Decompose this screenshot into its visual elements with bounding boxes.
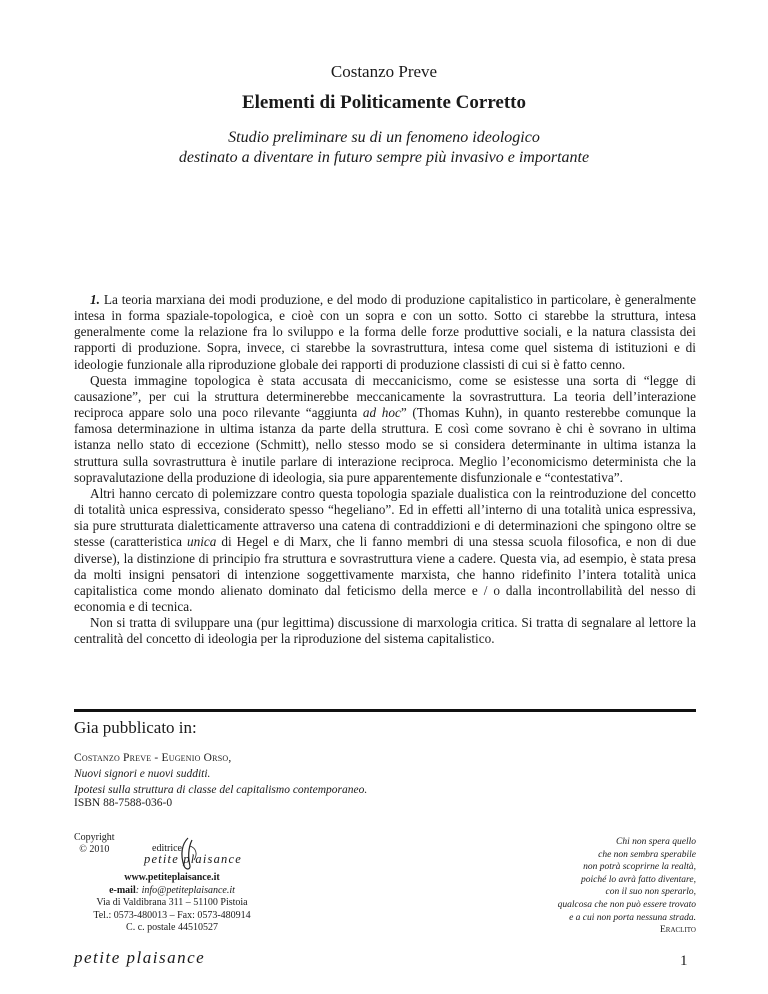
document-subtitle: [0, 128, 768, 168]
paragraph-1: [74, 292, 696, 373]
section-divider: [74, 709, 696, 712]
email-label: e-mail: [109, 884, 136, 896]
paragraph-3-text-b: di Hegel e di Marx, che li fanno membri di una stessa scuola filosofica, e non di due diverse), la distinzione di principio fra struttura e sovrastruttura viene a cadere. Questa via, ad esempio, è stata presa da molti insigni pensatori di intenzione soggettivamente marxista, che hanno ridefinito l’intera totalità unica capitalistica come mondo alienato dominato dal feticismo della merce e / o dalla incontrollabilità del nesso di economia e di tecnica.: [74, 534, 696, 614]
biblio-authors: Costanzo Preve - Eugenio Orso,: [74, 752, 232, 764]
subtitle-line-2: destinato a diventare in futuro sempre più invasivo e importante: [178, 149, 590, 166]
publisher-editrice-label: editrice: [152, 843, 182, 854]
quote-line: con il suo non sperarlo,: [605, 887, 696, 898]
quote-line: e a cui non porta nessuna strada.: [569, 912, 696, 923]
publisher-phone: Tel.: 0573-480013 – Fax: 0573-480914: [93, 909, 251, 921]
quote-author: Eraclito: [659, 925, 696, 936]
quote-line: non potrà scoprirne la realtà,: [583, 862, 696, 873]
body-text: [74, 292, 696, 647]
paragraph-3-text-a: Altri hanno cercato di polemizzare contro questa topologia spaziale dualistica con la reintroduzione del concetto di totalità unica espressiva, considerato spesso “hegeliano”. Ed in effetti all’interno di una totalità unica espressiva, sia pure strutturata dialetticamente attraverso una catena di contraddizioni e di determinazioni che spingono oltre se stesse (caratteristica: [74, 485, 696, 550]
paragraph-4: Non si tratta di sviluppare una (pur legittima) discussione di marxologia critica. Si tratta di segnalare al lettore la centralità del concetto di ideologia per la riproduzione del sistema capitalistico.: [74, 615, 696, 647]
copyright-year: © 2010: [79, 844, 110, 855]
publisher-contact: [74, 872, 270, 935]
quote-line: qualcosa che non può essere trovato: [557, 899, 696, 910]
paragraph-2-text-a: Questa immagine topologica è stata accusata di meccanicismo, come se esistesse una sorta di “legge di causazione”, per cui la struttura determinerebbe meccanicamente la sovrastruttura. La teoria dell’interazione reciproca appare solo una poco rilevante “aggiunta: [74, 372, 696, 421]
paragraph-2-italic: ad hoc: [362, 405, 401, 421]
copyright-label: Copyright: [74, 832, 115, 843]
paragraph-2-text-b: ” (Thomas Kuhn), in quanto resterebbe comunque la famosa determinazione in ultima istanza da parte della struttura. E così come sovrano è chi è sovrano in ultima istanza nello stato di eccezione (Schmitt), nello stesso modo se si considera determinante in ultima istanza la struttura sulla sovrastruttura è inutile parlare di interazione reciproca. Meglio l’economicismo determinista che la sopravalutazione della produzione di ideologia, sia pure apparentemente disfunzionale e “contestativa”.: [74, 405, 696, 485]
subtitle-line-1: Studio preliminare su di un fenomeno ideologico: [228, 129, 540, 146]
footer-brand-logo: petite plaisance: [74, 948, 206, 967]
published-heading: Gia pubblicato in:: [74, 718, 197, 737]
biblio-title: Nuovi signori e nuovi sudditi.: [74, 768, 211, 780]
publisher-email-line: [74, 885, 270, 898]
publisher-logo-text: petite plaisance: [144, 852, 242, 866]
quote-line: poiché lo avrà fatto diventare,: [581, 874, 696, 885]
section-number: 1.: [90, 292, 100, 307]
publisher-postal-account: C. c. postale 44510527: [126, 922, 218, 933]
paragraph-1-text: La teoria marxiana dei modi produzione, e del modo di produzione capitalistico in particolare, è generalmente intesa in forma spaziale-topologica, e cioè con un sopra e con un sotto. Sotto ci starebbe la struttura, intesa generalmente come la relazione fra lo sviluppo e la forma delle forze produttive sociali, e la natura classista dei rapporti di produzione. Sopra, invece, ci starebbe la sovrastruttura, intesa come quel sistema di istituzioni e di ideologie funzionale alla riproduzione globale dei rapporti di produzione classisti di cui si è fatto cenno.: [74, 292, 696, 372]
bibliography-entry: [74, 750, 367, 798]
quote-line: che non sembra sperabile: [598, 849, 696, 860]
biblio-subtitle: Ipotesi sulla struttura di classe del capitalismo contemporaneo.: [74, 784, 368, 796]
publisher-address: Via di Valdibrana 311 – 51100 Pistoia: [96, 897, 248, 908]
quote-line: Chi non spera quello: [616, 837, 696, 847]
epigraph-quote: [478, 836, 696, 937]
paragraph-3-italic: unica: [186, 534, 217, 550]
publisher-email[interactable]: : info@petiteplaisance.it: [135, 884, 235, 896]
author-name: Costanzo Preve: [330, 62, 438, 81]
publisher-website[interactable]: www.petiteplaisance.it: [124, 872, 220, 883]
paragraph-3: [74, 486, 696, 615]
copyright-notice: [74, 832, 115, 856]
isbn: ISBN 88-7588-036-0: [74, 797, 173, 809]
page-number: 1: [680, 953, 688, 969]
paragraph-2: [74, 373, 696, 486]
document-title: Elementi di Politicamente Corretto: [241, 92, 527, 113]
